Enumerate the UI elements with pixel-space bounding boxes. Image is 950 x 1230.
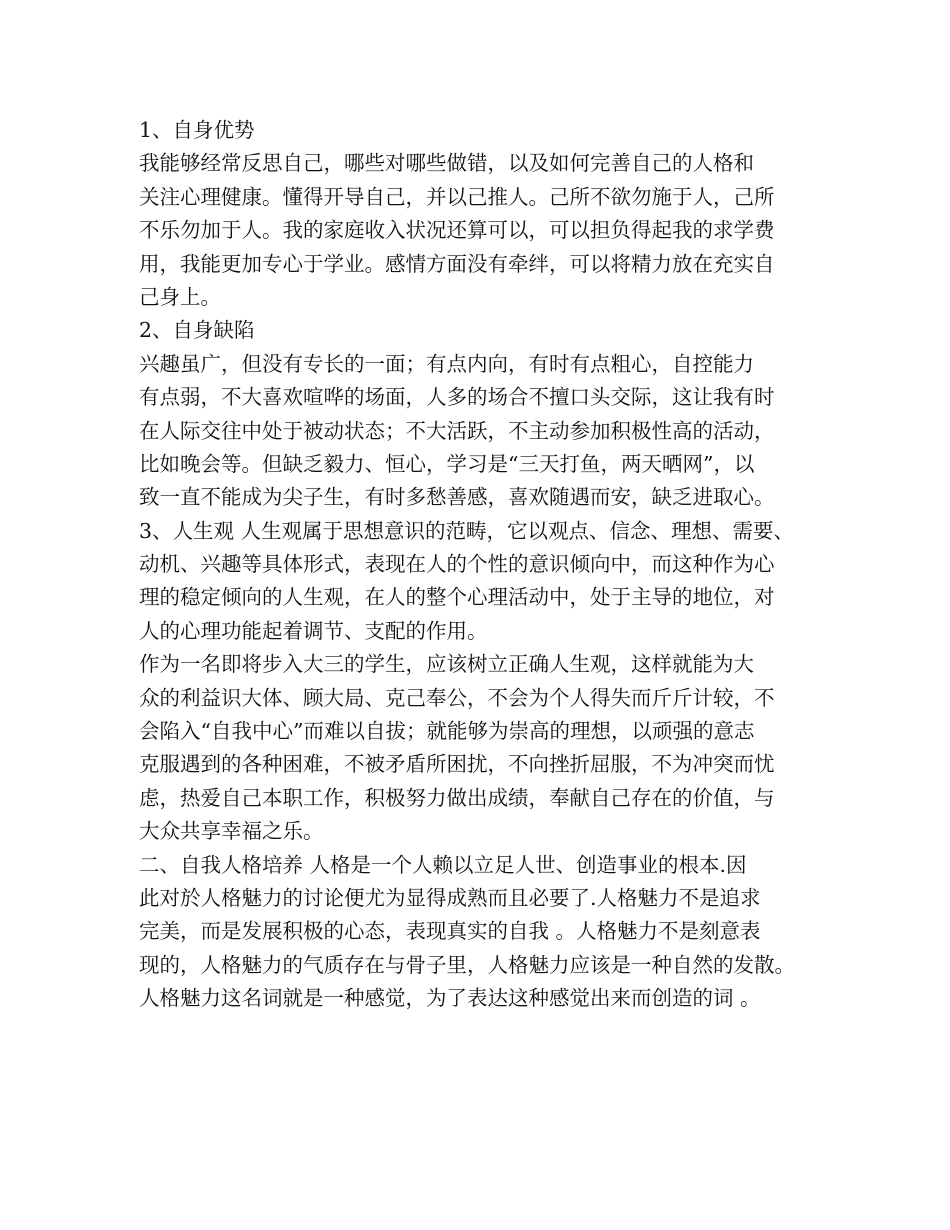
text-line: 人的心理功能起着调节、支配的作用。 [139, 618, 488, 643]
text-line: 虑，热爱自己本职工作，积极努力做出成绩，奉献自己存在的价值，与 [139, 785, 775, 810]
text-line: 兴趣虽广，但没有专长的一面；有点内向，有时有点粗心，自控能力 [139, 351, 754, 376]
heading-personality-cultivation: 二、自我人格培养 人格是一个人赖以立足人世、创造事业的根本.因 [139, 852, 747, 877]
text-line: 致一直不能成为尖子生，有时多愁善感，喜欢随遇而安，缺乏进取心。 [139, 485, 775, 510]
text-line: 在人际交往中处于被动状态；不大活跃，不主动参加积极性高的活动， [139, 418, 775, 443]
text-line: 关注心理健康。懂得开导自己，并以己推人。己所不欲勿施于人，己所 [139, 184, 775, 209]
text-line: 用，我能更加专心于学业。感情方面没有牵绊，可以将精力放在充实自 [139, 251, 775, 276]
text-line: 动机、兴趣等具体形式，表现在人的个性的意识倾向中，而这种作为心 [139, 552, 775, 577]
text-line: 比如晚会等。但缺乏毅力、恒心，学习是“三天打鱼，两天晒网”，以 [139, 451, 755, 476]
text-line: 会陷入“自我中心”而难以自拔；就能够为崇高的理想，以顽强的意志 [139, 719, 755, 744]
text-line: 作为一名即将步入大三的学生，应该树立正确人生观，这样就能为大 [139, 652, 754, 677]
text-line: 理的稳定倾向的人生观，在人的整个心理活动中，处于主导的地位，对 [139, 585, 775, 610]
text-line: 人格魅力这名词就是一种感觉，为了表达这种感觉出来而创造的词 。 [139, 986, 761, 1011]
text-line: 有点弱，不大喜欢喧哗的场面，人多的场合不擅口头交际，这让我有时 [139, 385, 775, 410]
document-body [139, 114, 829, 1016]
text-line: 现的，人格魅力的气质存在与骨子里，人格魅力应该是一种自然的发散。 [139, 952, 795, 977]
text-line: 众的利益识大体、顾大局、克己奉公，不会为个人得失而斤斤计较，不 [139, 685, 775, 710]
heading-self-shortcomings: 2、自身缺陷 [139, 318, 255, 343]
text-line: 己身上。 [139, 284, 221, 309]
text-line: 完美，而是发展积极的心态，表现真实的自我 。人格魅力不是刻意表 [139, 919, 761, 944]
text-line: 克服遇到的各种困难，不被矛盾所困扰，不向挫折屈服，不为冲突而忧 [139, 752, 775, 777]
text-line: 我能够经常反思自己，哪些对哪些做错，以及如何完善自己的人格和 [139, 151, 754, 176]
text-line: 不乐勿加于人。我的家庭收入状况还算可以，可以担负得起我的求学费 [139, 218, 775, 243]
text-line: 此对於人格魅力的讨论便尤为显得成熟而且必要了.人格魅力不是追求 [139, 885, 761, 910]
text-line: 大众共享幸福之乐。 [139, 819, 324, 844]
heading-self-advantages: 1、自身优势 [139, 118, 255, 142]
heading-outlook-on-life: 3、人生观 人生观属于思想意识的范畴，它以观点、信念、理想、需要、 [139, 518, 795, 543]
